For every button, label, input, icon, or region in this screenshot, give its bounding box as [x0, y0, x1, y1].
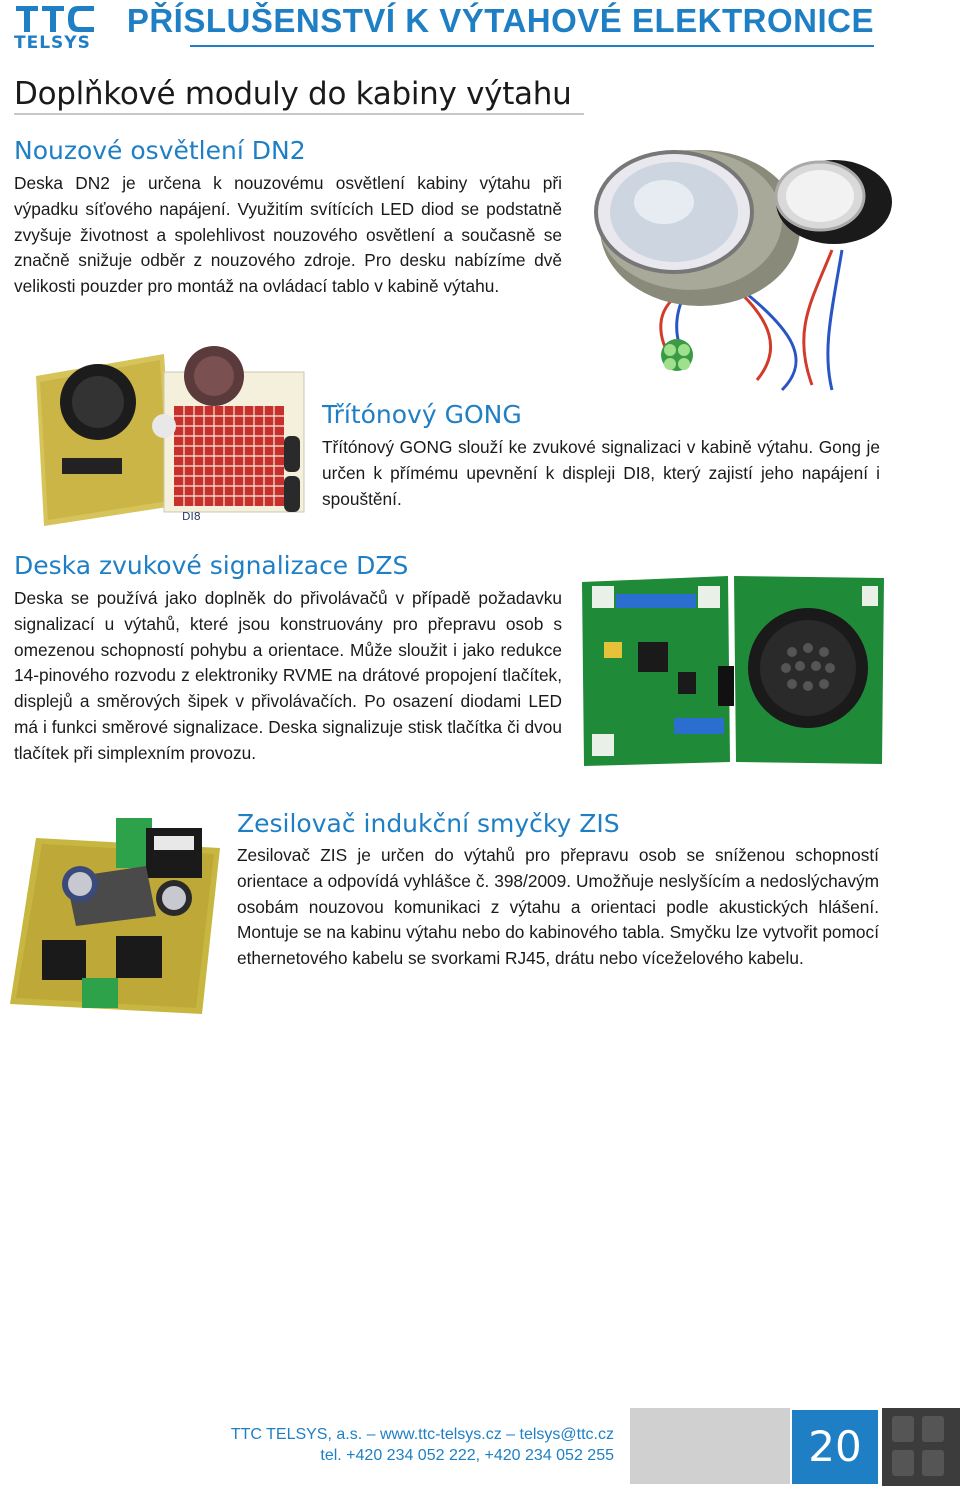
- header-title: PŘÍSLUŠENSTVÍ K VÝTAHOVÉ ELEKTRONICE: [126, 2, 874, 39]
- page-title: Doplňkové moduly do kabiny výtahu: [14, 76, 572, 112]
- zis-heading: Zesilovač indukční smyčky ZIS: [237, 809, 620, 838]
- company-logo: [14, 2, 98, 54]
- zis-description: Zesilovač ZIS je určen do výtahů pro přepravu osob se sníženou schopností orientace a odpovídá vyhlášce č. 398/2009. Umožňuje neslyšícím a nedoslýchavým osobám nouzovou komunikaci z výtahu a orientaci podle akustických hlášení. Montuje se na kabinu výtahu nebo do kabinového tabla. Smyčku lze vytvořit pomocí ethernetového kabelu se svorkami RJ45, drátu nebo víceželového kabelu.: [237, 845, 879, 969]
- dn2-emergency-light-photo: [582, 150, 912, 410]
- dzs-board-photo: [578, 572, 890, 768]
- gong-board-label: DI8: [182, 510, 201, 523]
- gong-heading: Třítónový GONG: [322, 400, 522, 429]
- footer-decor-block: [630, 1408, 790, 1484]
- footer-company-line: TTC TELSYS, a.s. – www.ttc-telsys.cz – telsys@ttc.cz: [230, 1426, 614, 1443]
- footer-panel-image: [882, 1408, 960, 1486]
- dzs-heading: Deska zvukové signalizace DZS: [14, 551, 409, 580]
- logo-wordmark: TELSYS: [14, 33, 91, 53]
- dn2-description: Deska DN2 je určena k nouzovému osvětlení kabiny výtahu při výpadku síťového napájení. Využitím svítících LED diod se podstatně zvyšuje životnost a spolehlivost nouzového osvětlení a současně se značně snižuje odběr z nouzového zdroje. Pro desku nabízíme dvě velikosti pouzder pro montáž na ovládací tablo v kabině výtahu.: [14, 173, 562, 297]
- title-divider: [14, 113, 584, 115]
- zis-amplifier-photo: [6, 808, 226, 1018]
- footer-contact: [200, 1424, 614, 1466]
- page-number: 20: [792, 1410, 878, 1484]
- gong-board-photo: [14, 336, 310, 526]
- logo-mark-icon: [14, 2, 98, 36]
- dn2-heading: Nouzové osvětlení DN2: [14, 136, 306, 165]
- elevator-panel-icon: [882, 1408, 960, 1486]
- gong-description: Třítónový GONG slouží ke zvukové signalizaci v kabině výtahu. Gong je určen k přímému upevnění k displeji DI8, který zajistí jeho napájení i spouštění.: [322, 437, 880, 509]
- header-divider: [190, 45, 874, 47]
- footer-phone-line: tel. +420 234 052 222, +420 234 052 255: [320, 1447, 614, 1464]
- dzs-description: Deska se používá jako doplněk do přivolávačů v případě požadavku signalizací u výtahů, které jsou konstruovány pro přepravu osob s omezenou schopností pohybu a orientace. Může sloužit i jako redukce 14-pinového rozvodu z elektroniky RVME na drátové propojení tlačítek, displejů a směrových šipek v přivolávačích. Po osazení diodami LED má i funkci směrové signalizace. Deska signalizuje stisk tlačítka či dvou tlačítek při simplexním provozu.: [14, 588, 562, 763]
